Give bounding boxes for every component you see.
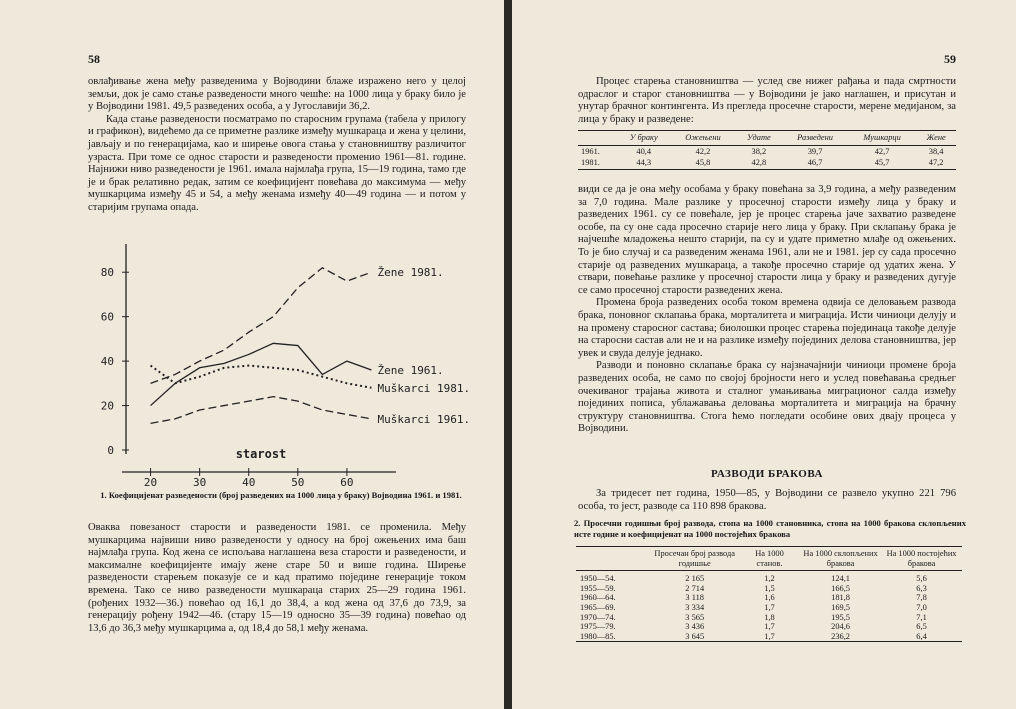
table-row [576,632,962,642]
table-header: У браку [617,131,670,146]
table-header: На 1000 склопљених бракова [800,547,881,571]
table-cell: 1,6 [764,593,775,603]
y-tick-label: 40 [100,355,114,369]
paragraph: Оваква повезаност старости и разведености 1981. се променила. Међу мушкарцима највиши ниво разведености у односу на број ожењених има баш најмлађа група. Код жена се испољава наглашена веза старости и разведености, и максималне коефицијенте имају жене старе 50 и више година. Ширење разведености старењем показује се и кад пратимо поједине генерације током времена. Тако се ниво разведености мушкараца старих 25—29 година 1961. (рођених 1932—36.) повећао од 16,1 до 38,4, а код жена од 37,6 до 73,9, за генерацију рођену 1942—46. (стару 15—19 односно 35—39 година) повећао од 13,6 до 36,3 међу мушкарцима а, од 18,4 до 58,1 међу женама. [88,522,466,634]
table-cell: 44,3 [617,157,670,169]
table-cell: 1950—54. [580,574,616,584]
table-cell: 1980—85. [576,632,650,642]
table-header: Удате [736,131,783,146]
page-number-right: 59 [944,52,956,66]
table-cell: 6,5 [916,622,927,632]
table-cell: 236,2 [800,632,881,642]
series-line [151,366,372,388]
table-cell: 7,1 [916,612,927,622]
table-header: Ожењени [670,131,735,146]
table-row [578,157,956,169]
table-cell: 204,6 [831,622,850,632]
series-line [151,343,372,405]
table-cell: 1975—79. [580,622,616,632]
table-cell: 47,2 [916,157,956,169]
table-row [576,593,962,603]
legend-label: Muškarci 1981. [377,381,471,395]
table-cell: 1,7 [739,632,800,642]
table-cell: 1,5 [764,583,775,593]
y-tick-label: 20 [100,399,114,413]
left-text-bottom [88,522,466,635]
figure-caption: 1. Коефицијенат разведености (број разведених на 1000 лица у браку) Војводина 1961. и 1981. [100,490,462,500]
table-cell: 6,4 [881,632,962,642]
table-cell: 1,2 [764,574,775,584]
table-header: Разведени [782,131,848,146]
table-header: На 1000 постојећих бракова [881,547,962,571]
table-cell: 42,2 [695,146,711,156]
table-header [576,547,650,571]
table-cell: 124,1 [831,574,850,584]
table-cell: 1970—74. [580,612,616,622]
table-cell: 3 645 [650,632,739,642]
paragraph: Разводи и поновно склапање брака су најзначајнији чиниоци промене броја разведених особа, не само по својој бројности него и услед повећавања средњег очекиваног трајања живота и сталног умањивања миграционог салда између појединих пописа, ублажавања деловања морталитета и миграција на брачну структуру становништва. Стога ћемо погледати особине ових двају процеса у Војводини. [578,360,956,435]
table-header: Жене [916,131,956,146]
x-tick-label: 50 [291,476,305,489]
table-cell: 40,4 [636,146,652,156]
table-cell: 38,4 [928,146,944,156]
section-text [578,488,956,513]
table-cell: 3 334 [685,602,705,612]
table-cell: 5,6 [916,574,927,584]
table-cell: 2 165 [685,574,705,584]
table-row [576,603,962,613]
section-heading: РАЗВОДИ БРАКОВА [711,468,823,480]
book-gutter [504,0,512,709]
table-cell: 1,7 [764,602,775,612]
table-cell: 7,0 [916,602,927,612]
y-tick-label: 60 [100,310,114,324]
x-tick-label: 40 [242,476,256,489]
x-axis-label: starost [235,447,287,461]
table-header [578,131,617,146]
paragraph: Процес старења становништва — услед све нижег рађања и пада смртности одраслог и старог становништва — у Војводини је јако наглашен, и присутан и унутар брачног контингента. Из прегледа просечне старости, мерене медијаном, за лица у браку и разведене: [578,76,956,125]
paragraph: За тридесет пет година, 1950—85, у Војводини се развело укупно 221 796 особа, то јест, разводе са 110 898 бракова. [578,488,956,512]
table-row [576,613,962,623]
median-age-table [578,130,956,170]
left-page [0,0,504,709]
table2-caption: 2. Просечни годишњи број развода, стопа на 1000 становника, стопа на 1000 бракова склопљених исте године и коефицијенат на 1000 постојећих бракова [574,518,966,539]
table-cell: 1,7 [764,622,775,632]
table-cell: 1981. [578,157,617,169]
paragraph: Када стање разведености посматрамо по старосним групама (табела у прилогу и графикон), видећемо да се приметне разлике између мушкараца и жена у целини, јављају и по генерацијама, као и ширење овога стања у становништву различитог узраста. При томе се однос старости и разведености променио 1961—81. године. Најнижи ниво разведености је 1961. имала најмлађа група, 15—19 година, тамо где је и брак релативно редак, затим се коефицијент повећава до максимума — међу мушкарцима између 45 и 54, а међу женама између 40—49 година — и потом у старијим групама опада. [88,113,466,213]
right-page [512,0,1016,709]
table-header: На 1000 станов. [739,547,800,571]
table-cell: 1960—64. [580,593,616,603]
table-cell: 3 118 [685,593,704,603]
table-cell: 166,5 [831,583,850,593]
table-cell: 45,8 [670,157,735,169]
table-row [576,584,962,594]
table-cell: 38,2 [751,146,767,156]
table-cell: 3 565 [685,612,705,622]
legend-label: Žene 1961. [377,364,444,377]
paragraph: види се да је она међу особама у браку повећана за 3,9 година, а међу разведеним за 7,0 година. Мале разлике у просечној старости између лица у браку и разведених 1961. су се повећале, јер је процес старења јаче захватио разведене особе, па су оне сада просечно старије него лица у браку. При склапању брака је најчешће младожења нешто старији, па су и удате приметно млађе од ожењених. То је био случај и са разведеним женама 1961, али не и 1981. јер су сада просечно старије од разведених мушкараца, а такође просечно старије од удатих жена. У ствари, повећање разлике у просечној старости лица у браку и разведених дугује се само просечној старости разведених жена. [578,184,956,296]
right-body-text [578,184,956,436]
table-cell: 3 436 [685,622,705,632]
table-cell: 7,8 [916,593,927,603]
x-tick-label: 60 [340,476,354,489]
x-tick-label: 30 [193,476,207,489]
table-cell: 1955—59. [580,583,616,593]
table-cell: 46,7 [782,157,848,169]
paragraph: Промена броја разведених особа током времена одвија се деловањем развода брака, поновног склапања брака, морталитета и миграција. Исти чиниоци делују и на промену старосног састава; биолошки процес старења појединаца такође делује на старосни састав али не и на разлике између појединих делова становништва, јер увек и свуда делује једнако. [578,297,956,359]
table-cell: 45,7 [848,157,916,169]
table-cell: 1961. [581,146,600,156]
page-number-left: 58 [88,52,100,66]
x-tick-label: 20 [143,476,158,489]
table-header: Просечан број развода годишње [650,547,739,571]
table-row [578,145,956,157]
table-cell: 169,5 [831,602,850,612]
divorce-rate-chart [82,240,471,489]
y-tick-label: 0 [107,444,114,457]
table-header: Мушкарци [848,131,916,146]
divorce-table [576,546,962,642]
series-line [151,397,372,424]
table-row [576,622,962,632]
table-cell: 1,8 [764,612,775,622]
right-intro [578,76,956,126]
legend-label: Muškarci 1961. [377,412,471,426]
y-tick-label: 80 [100,266,114,280]
paragraph: овлађивање жена међу разведенима у Војводини блаже изражено него у целој земљи, док је само стање разведености много чешће: на 1000 лица у браку било је у Војводини 1981. 49,5 разведених особа, а у Југославији 36,2. [88,76,466,113]
table-cell: 1965—69. [580,602,616,612]
table-cell: 39,7 [807,146,823,156]
legend-label: Žene 1981. [377,266,444,280]
table-cell: 42,7 [874,146,890,156]
table-cell: 195,5 [831,612,850,622]
table-row [576,571,962,584]
table-cell: 42,8 [736,157,783,169]
table-cell: 2 714 [685,583,705,593]
left-text-top [88,76,466,215]
table-cell: 181,8 [831,593,850,603]
table-cell: 6,3 [916,583,927,593]
